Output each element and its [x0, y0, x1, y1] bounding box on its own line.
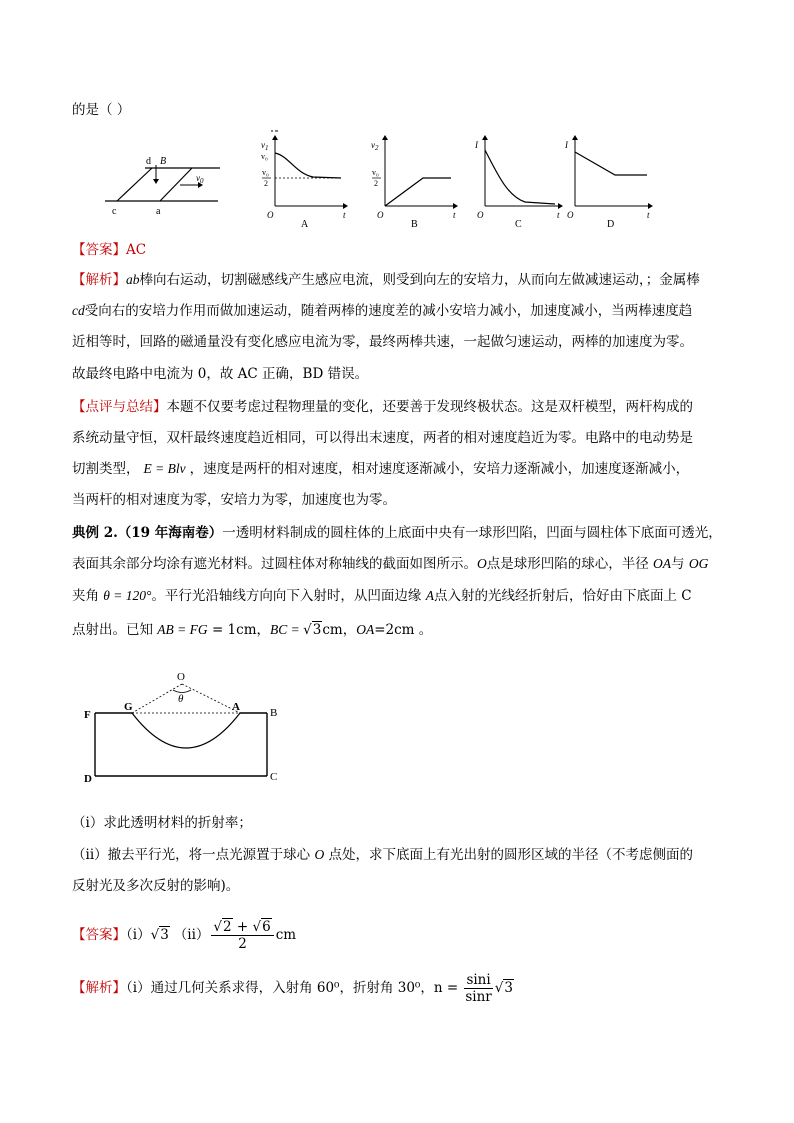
answer-1-value: AC — [126, 242, 147, 258]
label-C: C — [270, 771, 278, 783]
analysis-1-line-4: 故最终电路中电流为 0，故 AC 正确，BD 错误。 — [72, 366, 369, 382]
graph-A-tick-mid-den: 2 — [264, 179, 268, 188]
answer-2-tag: 【答案】 — [72, 927, 126, 943]
graph-D-origin: O — [567, 210, 574, 220]
graph-C-ylabel: I — [475, 140, 478, 150]
label-a: a — [156, 206, 161, 217]
graph-D-ylabel: I — [565, 140, 568, 150]
analysis-2-n-eq: n = — [433, 980, 463, 996]
graph-D-curve — [575, 152, 647, 175]
graph-B-xlabel: t — [453, 210, 456, 220]
example-2-line-3 — [72, 586, 692, 606]
example-2-sqrt3: √3 — [303, 622, 322, 638]
analysis-1-ab: ab — [126, 272, 140, 287]
comment-1-formula: E = Blv — [143, 461, 186, 476]
label-A: A — [232, 701, 240, 713]
analysis-1-line-2 — [72, 301, 692, 321]
answer-2-part-ii: （ii） — [173, 927, 210, 943]
rod-cd — [117, 168, 152, 201]
analysis-1-l1-text: 棒向右运动，切割磁感线产生感应电流，则受到向左的安培力，从而向左做减速运动，；金属棒 — [139, 272, 700, 288]
analysis-2 — [72, 970, 514, 1006]
example-2-line-2 — [72, 554, 708, 574]
figure-cylinder-section — [80, 668, 280, 788]
graph-D-id: D — [607, 219, 615, 228]
comment-1-l3a: 切割类型， — [72, 461, 140, 477]
graph-A-id: A — [301, 219, 309, 228]
graph-C-xlabel: t — [557, 210, 560, 220]
question-ii-l1c: 点处，求下底面上有光出射的圆形区域的半径（不考虑侧面的 — [324, 847, 693, 863]
analysis-2-sqrt3: √3 — [494, 980, 513, 996]
analysis-1-l2-text: 受向右的安培力作用而做加速运动，随着两棒的速度差的减小安培力减小，加速度减小，当两棒速度趋 — [84, 303, 693, 319]
analysis-1-cd: cd — [72, 303, 85, 318]
example-2-l3a: 夹角 — [72, 588, 104, 604]
analysis-1-line-3: 近相等时，回路的磁通量没有变化感应电流为零，最终两棒共速，一起做匀速运动，两棒的加速度为零。 — [72, 334, 693, 350]
label-D: D — [84, 773, 92, 785]
example-2-l4c: = 1cm， — [207, 622, 271, 638]
graph-A-xlabel: t — [343, 210, 346, 220]
example-2-O: O — [477, 556, 487, 571]
answer-2-fraction: $\frac{√2 + √6}{2}$ — [211, 919, 273, 952]
label-v0: $v_0$ — [196, 173, 204, 185]
graph-A-curve — [275, 153, 341, 178]
analysis-2-text: （i）通过几何关系求得，入射角 60⁰，折射角 30⁰， — [126, 980, 434, 996]
graph-B-curve — [385, 178, 451, 206]
label-B: B — [160, 156, 167, 167]
graph-A-tick-mid-num: v₀ — [262, 168, 269, 177]
graph-A-ylabel: $v_1$ — [261, 140, 269, 152]
question-ii-line-1 — [72, 845, 693, 865]
example-2-A: A — [425, 588, 434, 603]
question-ii-l1a: （ii）撤去平行光，将一点光源置于球心 — [72, 847, 315, 863]
label-c: c — [112, 206, 117, 217]
graph-B-tick-mid-num: v₀ — [372, 168, 379, 177]
example-2-l1-text: 一透明材料制成的圆柱体的上底面中央有一球形凹陷，凹面与圆柱体下底面可透光， — [222, 525, 722, 541]
analysis-2-fraction: $\frac{\sin i}{\sin r}$ — [465, 972, 492, 1005]
example-2-l2c: 点是球形凹陷的球心，半径 — [486, 556, 654, 572]
example-2-l4f: cm， — [322, 622, 357, 638]
example-2-line-4 — [72, 620, 432, 640]
graph-B — [371, 135, 458, 228]
graph-A-origin: O — [267, 210, 274, 220]
comment-1-l3c: ，速度是两杆的相对速度，相对速度逐渐减小，安培力逐渐减小，加速度逐渐减小， — [189, 461, 690, 477]
answer-2-unit: cm — [275, 927, 297, 943]
question-ii-line-2: 反射光及多次反射的影响)。 — [72, 878, 240, 894]
graph-B-origin: O — [377, 210, 384, 220]
label-d: d — [146, 156, 151, 167]
figure-rails-and-graphs — [100, 128, 660, 228]
graph-B-id: B — [411, 219, 418, 228]
label-theta: θ — [178, 693, 184, 705]
analysis-2-tag: 【解析】 — [72, 980, 126, 996]
example-2-l2e: 与 — [671, 556, 689, 572]
example-2-BC: BC = — [270, 622, 304, 637]
example-2-OA2: OA — [356, 622, 375, 637]
label-O: O — [177, 671, 185, 683]
answer-2-part-i: （i） — [126, 927, 151, 943]
example-2-l4a: 点射出。已知 — [72, 622, 158, 638]
example-2-OG: OG — [688, 556, 709, 571]
example-2-l3c: 。平行光沿轴线方向向下入射时，从凹面边缘 — [151, 588, 426, 604]
example-2-line-1 — [72, 523, 722, 543]
example-2-theta: θ = 120° — [103, 588, 152, 603]
comment-1-l1-text: 本题不仅要考虑过程物理量的变化，还要善于发现终极状态。这是双杆模型，两杆构成的 — [166, 399, 693, 415]
graph-A-tick-v0: v₀ — [261, 152, 268, 161]
graph-D — [564, 135, 653, 228]
example-2-l4h: =2cm 。 — [374, 622, 433, 638]
comment-1-line-3 — [72, 459, 689, 479]
question-ii-O: O — [314, 847, 325, 862]
spherical-recess — [132, 713, 240, 748]
label-F: F — [84, 709, 91, 721]
comment-1-line-1 — [72, 397, 693, 417]
question-i: （i）求此透明材料的折射率； — [72, 815, 252, 831]
example-2-tag: 典例 2.（19 年海南卷） — [72, 525, 223, 541]
example-2-l2a: 表面其余部分均涂有遮光材料。过圆柱体对称轴线的截面如图所示。 — [72, 556, 477, 572]
rails-diagram — [105, 156, 220, 217]
label-G: G — [124, 701, 133, 713]
graph-B-tick-mid-den: 2 — [374, 179, 378, 188]
answer-1-tag: 【答案】 — [72, 242, 126, 258]
answer-2-sqrt3: √3 — [150, 927, 169, 943]
analysis-1-tag: 【解析】 — [72, 272, 126, 288]
example-2-OA: OA — [653, 556, 672, 571]
graph-C-id: C — [515, 219, 522, 228]
graph-A — [261, 131, 348, 228]
example-2-AB-FG: AB = FG — [157, 622, 208, 637]
analysis-1-line-1 — [72, 270, 700, 290]
comment-1-line-2: 系统动量守恒，双杆最终速度趋近相同，可以得出末速度，两者的相对速度趋近为零。电路中的电动势是 — [72, 430, 693, 446]
answer-1 — [72, 240, 146, 260]
label-B: B — [270, 707, 278, 719]
question-intro: 的是（ ） — [72, 102, 131, 118]
graph-C-curve — [485, 150, 555, 204]
example-2-l3e: 点入射的光线经折射后，恰好由下底面上 C — [433, 588, 692, 604]
graph-D-xlabel: t — [647, 210, 650, 220]
comment-1-line-4: 当两杆的相对速度为零，安培力为零，加速度也为零。 — [72, 492, 396, 508]
comment-1-tag: 【点评与总结】 — [72, 399, 167, 415]
graph-C-origin: O — [477, 210, 484, 220]
graph-C — [474, 135, 563, 228]
graph-B-ylabel: $v_2$ — [371, 140, 379, 152]
answer-2 — [72, 917, 296, 953]
